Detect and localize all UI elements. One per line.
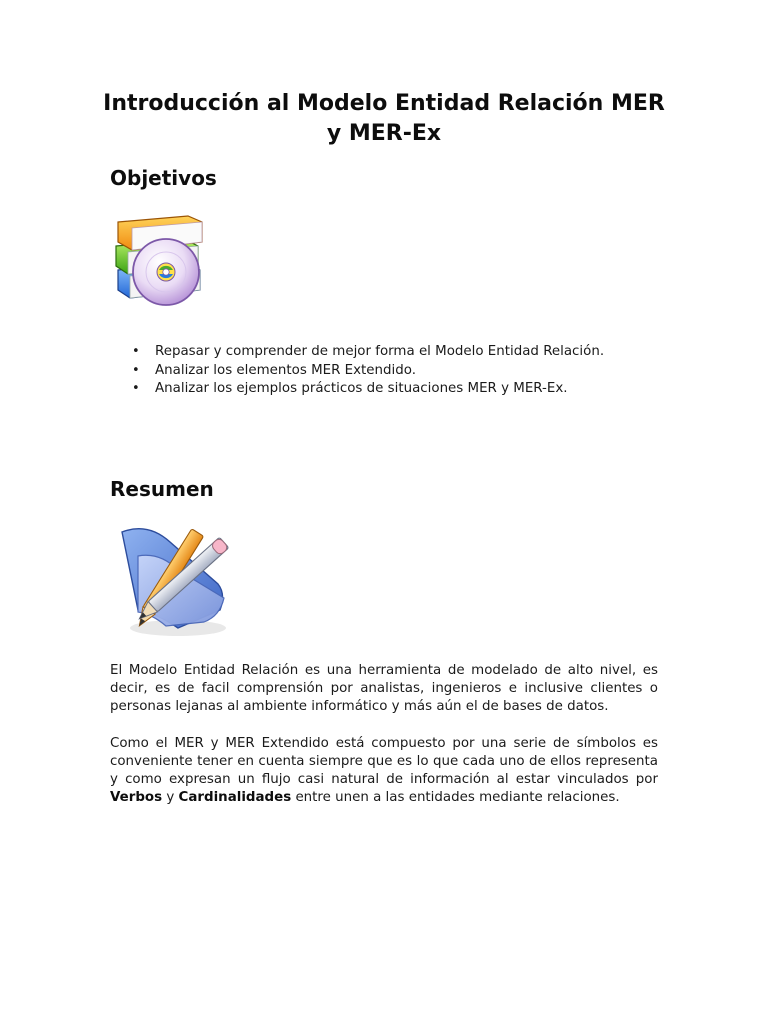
folder-pencil-icon [108, 518, 234, 642]
resumen-heading: Resumen [110, 477, 214, 501]
bold-term-verbos: Verbos [110, 790, 163, 805]
objective-text: Repasar y comprender de mejor forma el Modelo Entidad Relación. [155, 344, 605, 359]
paragraph-text: Como el MER y MER Extendido está compuesto por una serie de símbolos es conveniente tener en cuenta siempre que es lo que cada uno de ellos representa y como expresan un flujo casi natural de información al estar vinculados por [110, 736, 658, 787]
bullet-icon: • [132, 344, 140, 359]
paragraph-text: entre unen a las entidades mediante relaciones. [291, 790, 620, 805]
objective-text: Analizar los ejemplos prácticos de situaciones MER y MER-Ex. [155, 381, 568, 396]
objetivos-heading: Objetivos [110, 166, 217, 190]
objectives-list [110, 343, 670, 399]
books-cd-icon [108, 210, 210, 310]
list-item [110, 362, 670, 381]
objective-text: Analizar los elementos MER Extendido. [155, 362, 416, 378]
list-item [110, 343, 670, 362]
resumen-paragraph-1: El Modelo Entidad Relación es una herramienta de modelado de alto nivel, es decir, es de facil comprensión por analistas, ingenieros e inclusive clientes o personas lejanas al ambiente informático y más aún el de bases de datos. [110, 663, 658, 714]
bullet-icon: • [132, 381, 140, 396]
paragraph-text: y [162, 790, 179, 805]
resumen-paragraph-2 [110, 735, 658, 807]
bold-term-cardinalidades: Cardinalidades [178, 790, 292, 805]
document-title: Introducción al Modelo Entidad Relación MER y MER-Ex [103, 91, 665, 146]
bullet-icon: • [132, 362, 140, 378]
list-item [110, 380, 670, 399]
